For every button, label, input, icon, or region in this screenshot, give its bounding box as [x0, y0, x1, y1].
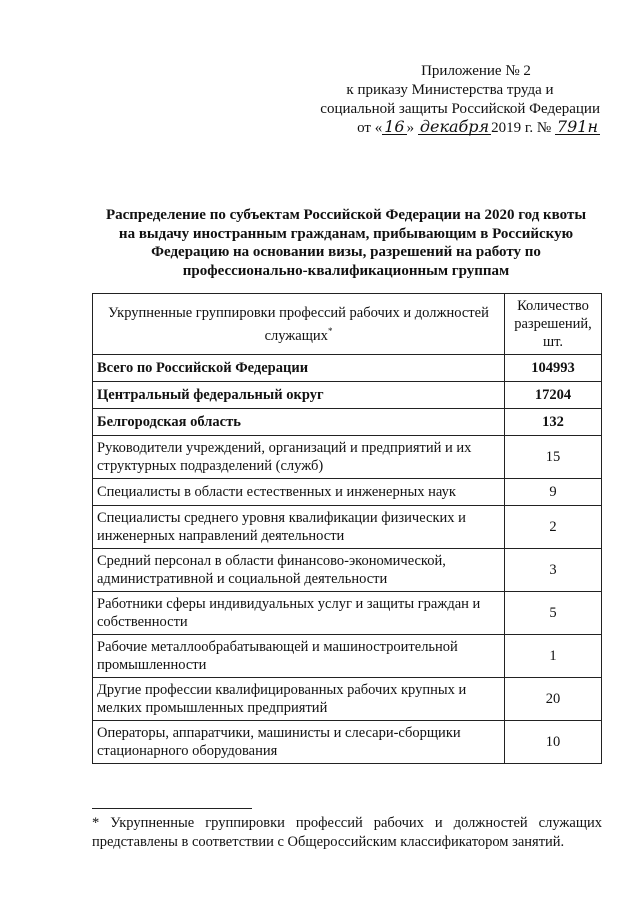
row-name: Руководители учреждений, организаций и предприятий и их структурных подразделений (служб) [93, 436, 505, 479]
footnote-text: Укрупненные группировки профессий рабочих и должностей служащих представлены в соответствии с Общероссийским классификатором занятий. [92, 815, 603, 850]
row-value: 2 [505, 506, 602, 549]
column-header-groups: Укрупненные группировки профессий рабочих и должностей служащих* [93, 294, 505, 355]
footnote [92, 814, 602, 852]
appendix-header [300, 62, 600, 138]
document-title: Распределение по субъектам Российской Федерации на 2020 год квоты на выдачу иностранным гражданам, прибывающим в Российскую Федерацию на основании визы, разрешений на работу по профессионально-квалификационным группам [105, 207, 587, 279]
table-row [93, 479, 602, 506]
row-name: Специалисты среднего уровня квалификации физических и инженерных направлений деятельности [93, 506, 505, 549]
table-row [93, 592, 602, 635]
appendix-order-ref: к приказу Министерства труда и [346, 82, 554, 98]
table-row [93, 678, 602, 721]
row-name: Средний персонал в области финансово-экономической, административной и социальной деятельности [93, 549, 505, 592]
appendix-ministry: социальной защиты Российской Федерации [320, 101, 600, 117]
table-row [93, 506, 602, 549]
footnote-mark: * [327, 325, 333, 336]
row-name: Рабочие металлообрабатывающей и машиностроительной промышленности [93, 635, 505, 678]
table-row [93, 549, 602, 592]
row-value: 132 [505, 409, 602, 436]
footnote-divider [92, 808, 252, 809]
row-value: 10 [505, 721, 602, 764]
table-row [93, 721, 602, 764]
date-mid: » [406, 120, 415, 136]
row-name: Другие профессии квалифицированных рабочих крупных и мелких промышленных предприятий [93, 678, 505, 721]
row-value: 15 [505, 436, 602, 479]
row-name: Белгородская область [93, 409, 505, 436]
row-value: 9 [505, 479, 602, 506]
table-row [93, 436, 602, 479]
row-value: 104993 [505, 355, 602, 382]
column-header-count: Количество разрешений, шт. [505, 294, 602, 355]
table-row [93, 409, 602, 436]
appendix-number: Приложение № 2 [421, 63, 531, 79]
footnote-marker: * [92, 815, 100, 831]
table-row [93, 635, 602, 678]
row-name: Всего по Российской Федерации [93, 355, 505, 382]
date-year: 2019 г. № [491, 120, 552, 136]
row-name: Работники сферы индивидуальных услуг и защиты граждан и собственности [93, 592, 505, 635]
appendix-date-line [300, 119, 600, 138]
row-name: Операторы, аппаратчики, машинисты и слесари-сборщики стационарного оборудования [93, 721, 505, 764]
row-name: Специалисты в области естественных и инженерных наук [93, 479, 505, 506]
table-row [93, 355, 602, 382]
row-value: 20 [505, 678, 602, 721]
row-value: 17204 [505, 382, 602, 409]
table-header-row [93, 294, 602, 355]
date-month: декабря [419, 117, 490, 136]
row-name: Центральный федеральный округ [93, 382, 505, 409]
row-value: 1 [505, 635, 602, 678]
table-row [93, 382, 602, 409]
date-prefix: от « [357, 120, 383, 136]
row-value: 5 [505, 592, 602, 635]
quota-table [92, 293, 602, 764]
row-value: 3 [505, 549, 602, 592]
order-number: 791н [556, 117, 598, 136]
date-day: 16 [384, 117, 405, 136]
